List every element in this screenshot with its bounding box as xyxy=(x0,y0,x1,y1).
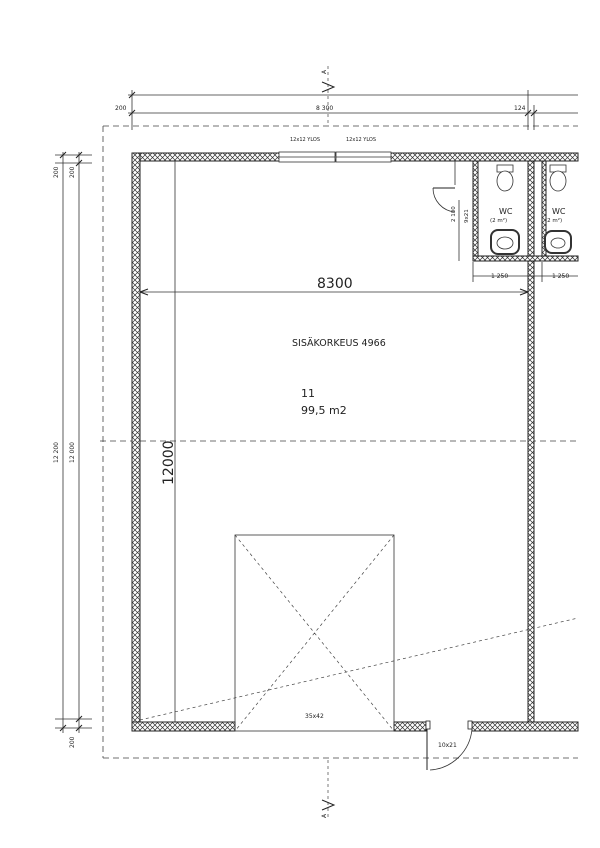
room-number: 11 xyxy=(301,387,315,400)
dim-left-200b: 200 xyxy=(69,166,76,178)
window-label-2: 12x12 YLOS xyxy=(346,137,377,143)
section-label-top: A xyxy=(321,69,328,74)
wall-left xyxy=(132,153,140,731)
windows xyxy=(279,137,391,162)
wc-label-1: WC xyxy=(499,207,513,216)
dim-left-200a: 200 xyxy=(53,166,60,178)
room-height: 12000 xyxy=(161,440,177,485)
dim-top-right: 124 xyxy=(514,105,526,112)
wc-door-label: 9x21 xyxy=(464,209,470,223)
dim-wc-width-1: 1 250 xyxy=(491,273,509,280)
wall-partition xyxy=(528,161,534,722)
section-label-bottom: A xyxy=(321,813,328,818)
toilet-2 xyxy=(550,165,566,191)
wc-label-2: WC xyxy=(552,207,566,216)
sink-1 xyxy=(491,230,519,254)
wc-area-2: (2 m²) xyxy=(545,218,563,224)
sink-2 xyxy=(545,231,571,253)
wall-bottom-mid xyxy=(394,722,426,731)
entry-door-label: 10x21 xyxy=(438,742,457,749)
room-dimensions xyxy=(140,276,528,485)
room-area: 99,5 m2 xyxy=(301,404,347,417)
ceiling-height: SISÄKORKEUS 4966 xyxy=(292,338,386,349)
room-inner-lines xyxy=(175,161,455,722)
wall-wc-left xyxy=(473,161,478,261)
room-labels xyxy=(292,338,386,417)
entry-door xyxy=(426,721,472,770)
dim-left-bottom: 200 xyxy=(69,736,76,748)
dim-left-total: 12 200 xyxy=(53,442,60,463)
dim-top-left: 200 xyxy=(115,105,127,112)
window-label-1: 12x12 YLOS xyxy=(290,137,321,143)
left-dimensions xyxy=(53,152,92,748)
dim-wc-height: 2 100 xyxy=(451,206,457,222)
room-width: 8300 xyxy=(317,276,353,292)
wc-area-1: (2 m²) xyxy=(490,218,508,224)
opening-label: 35x42 xyxy=(305,713,324,720)
dim-wc-width-2: 1 250 xyxy=(552,273,570,280)
wall-bottom-left xyxy=(132,722,235,731)
wall-bottom-right xyxy=(472,722,578,731)
section-marker-bottom xyxy=(321,760,334,820)
dim-left-inner: 12 000 xyxy=(69,442,76,463)
dim-top-main: 8 300 xyxy=(316,105,334,112)
floor-opening xyxy=(235,535,394,731)
wall-wc-bottom xyxy=(473,256,578,261)
top-dimensions xyxy=(115,90,578,130)
toilet-1 xyxy=(497,165,513,191)
